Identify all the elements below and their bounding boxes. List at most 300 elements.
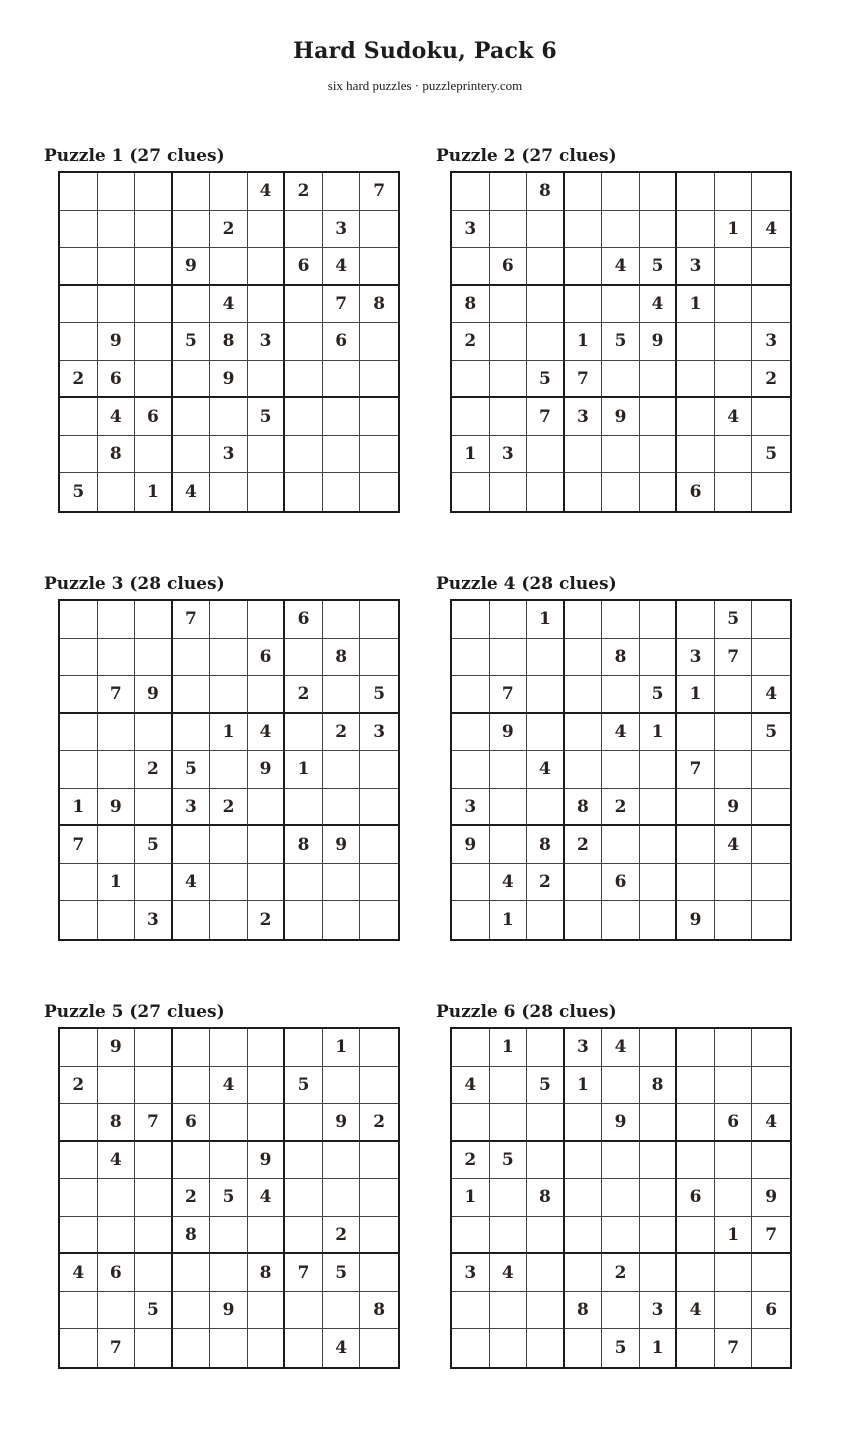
sudoku-empty-cell[interactable]	[173, 398, 211, 436]
sudoku-empty-cell[interactable]	[360, 211, 398, 249]
sudoku-empty-cell[interactable]	[98, 601, 136, 639]
sudoku-empty-cell[interactable]	[210, 1254, 248, 1292]
sudoku-empty-cell[interactable]	[527, 1029, 565, 1067]
sudoku-empty-cell[interactable]	[527, 901, 565, 939]
sudoku-empty-cell[interactable]	[715, 361, 753, 399]
sudoku-empty-cell[interactable]	[135, 864, 173, 902]
sudoku-empty-cell[interactable]	[565, 864, 603, 902]
sudoku-empty-cell[interactable]	[173, 826, 211, 864]
sudoku-empty-cell[interactable]	[135, 1029, 173, 1067]
sudoku-empty-cell[interactable]	[135, 286, 173, 324]
sudoku-empty-cell[interactable]	[752, 901, 790, 939]
sudoku-empty-cell[interactable]	[490, 601, 528, 639]
sudoku-empty-cell[interactable]	[640, 1179, 678, 1217]
sudoku-empty-cell[interactable]	[715, 473, 753, 511]
sudoku-empty-cell[interactable]	[640, 361, 678, 399]
sudoku-empty-cell[interactable]	[98, 173, 136, 211]
sudoku-empty-cell[interactable]	[677, 173, 715, 211]
sudoku-empty-cell[interactable]	[173, 286, 211, 324]
sudoku-empty-cell[interactable]	[210, 1217, 248, 1255]
sudoku-empty-cell[interactable]	[490, 361, 528, 399]
sudoku-empty-cell[interactable]	[98, 1067, 136, 1105]
sudoku-empty-cell[interactable]	[490, 1217, 528, 1255]
sudoku-empty-cell[interactable]	[490, 473, 528, 511]
sudoku-empty-cell[interactable]	[248, 286, 286, 324]
sudoku-empty-cell[interactable]	[210, 1029, 248, 1067]
sudoku-empty-cell[interactable]	[323, 901, 361, 939]
sudoku-empty-cell[interactable]	[602, 211, 640, 249]
sudoku-empty-cell[interactable]	[173, 676, 211, 714]
sudoku-empty-cell[interactable]	[248, 1329, 286, 1367]
sudoku-empty-cell[interactable]	[248, 601, 286, 639]
sudoku-empty-cell[interactable]	[490, 398, 528, 436]
sudoku-empty-cell[interactable]	[452, 714, 490, 752]
sudoku-empty-cell[interactable]	[173, 1329, 211, 1367]
sudoku-empty-cell[interactable]	[135, 1254, 173, 1292]
sudoku-empty-cell[interactable]	[135, 173, 173, 211]
sudoku-empty-cell[interactable]	[98, 211, 136, 249]
sudoku-empty-cell[interactable]	[715, 714, 753, 752]
sudoku-empty-cell[interactable]	[602, 173, 640, 211]
sudoku-empty-cell[interactable]	[285, 436, 323, 474]
sudoku-empty-cell[interactable]	[640, 1254, 678, 1292]
sudoku-empty-cell[interactable]	[323, 1179, 361, 1217]
sudoku-empty-cell[interactable]	[677, 601, 715, 639]
sudoku-empty-cell[interactable]	[715, 436, 753, 474]
sudoku-empty-cell[interactable]	[323, 473, 361, 511]
sudoku-empty-cell[interactable]	[640, 864, 678, 902]
sudoku-empty-cell[interactable]	[210, 398, 248, 436]
sudoku-empty-cell[interactable]	[527, 1217, 565, 1255]
sudoku-empty-cell[interactable]	[677, 323, 715, 361]
sudoku-empty-cell[interactable]	[135, 601, 173, 639]
sudoku-empty-cell[interactable]	[248, 1104, 286, 1142]
sudoku-empty-cell[interactable]	[640, 1029, 678, 1067]
sudoku-empty-cell[interactable]	[565, 1254, 603, 1292]
sudoku-empty-cell[interactable]	[323, 789, 361, 827]
sudoku-empty-cell[interactable]	[285, 323, 323, 361]
sudoku-empty-cell[interactable]	[452, 398, 490, 436]
sudoku-empty-cell[interactable]	[602, 1142, 640, 1180]
sudoku-empty-cell[interactable]	[602, 473, 640, 511]
sudoku-empty-cell[interactable]	[60, 751, 98, 789]
sudoku-empty-cell[interactable]	[135, 639, 173, 677]
sudoku-empty-cell[interactable]	[135, 789, 173, 827]
sudoku-empty-cell[interactable]	[60, 173, 98, 211]
sudoku-empty-cell[interactable]	[323, 173, 361, 211]
sudoku-empty-cell[interactable]	[135, 436, 173, 474]
sudoku-empty-cell[interactable]	[452, 676, 490, 714]
sudoku-empty-cell[interactable]	[360, 826, 398, 864]
sudoku-empty-cell[interactable]	[677, 789, 715, 827]
sudoku-empty-cell[interactable]	[285, 864, 323, 902]
sudoku-empty-cell[interactable]	[452, 473, 490, 511]
sudoku-empty-cell[interactable]	[173, 1067, 211, 1105]
sudoku-empty-cell[interactable]	[285, 1179, 323, 1217]
sudoku-empty-cell[interactable]	[173, 1254, 211, 1292]
sudoku-empty-cell[interactable]	[640, 751, 678, 789]
sudoku-empty-cell[interactable]	[248, 436, 286, 474]
sudoku-empty-cell[interactable]	[285, 1217, 323, 1255]
sudoku-empty-cell[interactable]	[323, 398, 361, 436]
sudoku-empty-cell[interactable]	[135, 1179, 173, 1217]
sudoku-empty-cell[interactable]	[285, 1104, 323, 1142]
sudoku-empty-cell[interactable]	[285, 789, 323, 827]
sudoku-empty-cell[interactable]	[60, 436, 98, 474]
sudoku-empty-cell[interactable]	[527, 248, 565, 286]
sudoku-empty-cell[interactable]	[248, 676, 286, 714]
sudoku-empty-cell[interactable]	[602, 1179, 640, 1217]
sudoku-empty-cell[interactable]	[565, 211, 603, 249]
sudoku-empty-cell[interactable]	[173, 211, 211, 249]
sudoku-empty-cell[interactable]	[248, 1292, 286, 1330]
sudoku-empty-cell[interactable]	[452, 639, 490, 677]
sudoku-empty-cell[interactable]	[752, 789, 790, 827]
sudoku-empty-cell[interactable]	[60, 1217, 98, 1255]
sudoku-empty-cell[interactable]	[98, 1179, 136, 1217]
sudoku-empty-cell[interactable]	[752, 1254, 790, 1292]
sudoku-empty-cell[interactable]	[715, 1254, 753, 1292]
sudoku-empty-cell[interactable]	[210, 864, 248, 902]
sudoku-empty-cell[interactable]	[285, 286, 323, 324]
sudoku-empty-cell[interactable]	[452, 601, 490, 639]
sudoku-empty-cell[interactable]	[565, 1179, 603, 1217]
sudoku-empty-cell[interactable]	[527, 789, 565, 827]
sudoku-empty-cell[interactable]	[490, 323, 528, 361]
sudoku-empty-cell[interactable]	[248, 1067, 286, 1105]
sudoku-empty-cell[interactable]	[98, 1217, 136, 1255]
sudoku-empty-cell[interactable]	[527, 1292, 565, 1330]
sudoku-empty-cell[interactable]	[752, 751, 790, 789]
sudoku-empty-cell[interactable]	[173, 1292, 211, 1330]
sudoku-empty-cell[interactable]	[715, 323, 753, 361]
sudoku-empty-cell[interactable]	[527, 211, 565, 249]
sudoku-empty-cell[interactable]	[490, 173, 528, 211]
sudoku-empty-cell[interactable]	[677, 398, 715, 436]
sudoku-empty-cell[interactable]	[715, 286, 753, 324]
sudoku-empty-cell[interactable]	[752, 1142, 790, 1180]
sudoku-empty-cell[interactable]	[248, 248, 286, 286]
sudoku-empty-cell[interactable]	[527, 473, 565, 511]
sudoku-empty-cell[interactable]	[285, 1029, 323, 1067]
sudoku-empty-cell[interactable]	[285, 398, 323, 436]
sudoku-empty-cell[interactable]	[360, 361, 398, 399]
sudoku-empty-cell[interactable]	[640, 473, 678, 511]
sudoku-empty-cell[interactable]	[602, 286, 640, 324]
sudoku-empty-cell[interactable]	[565, 1329, 603, 1367]
sudoku-empty-cell[interactable]	[360, 901, 398, 939]
sudoku-empty-cell[interactable]	[452, 361, 490, 399]
sudoku-empty-cell[interactable]	[602, 901, 640, 939]
sudoku-empty-cell[interactable]	[360, 1029, 398, 1067]
sudoku-empty-cell[interactable]	[527, 436, 565, 474]
sudoku-empty-cell[interactable]	[360, 751, 398, 789]
sudoku-empty-cell[interactable]	[490, 286, 528, 324]
sudoku-empty-cell[interactable]	[527, 323, 565, 361]
sudoku-empty-cell[interactable]	[360, 639, 398, 677]
sudoku-empty-cell[interactable]	[60, 211, 98, 249]
sudoku-empty-cell[interactable]	[565, 1104, 603, 1142]
sudoku-empty-cell[interactable]	[565, 173, 603, 211]
sudoku-empty-cell[interactable]	[677, 864, 715, 902]
sudoku-empty-cell[interactable]	[98, 473, 136, 511]
sudoku-empty-cell[interactable]	[527, 1104, 565, 1142]
sudoku-empty-cell[interactable]	[565, 473, 603, 511]
sudoku-empty-cell[interactable]	[210, 1104, 248, 1142]
sudoku-empty-cell[interactable]	[360, 864, 398, 902]
sudoku-empty-cell[interactable]	[565, 286, 603, 324]
sudoku-empty-cell[interactable]	[677, 714, 715, 752]
sudoku-empty-cell[interactable]	[60, 901, 98, 939]
sudoku-empty-cell[interactable]	[248, 826, 286, 864]
sudoku-empty-cell[interactable]	[752, 173, 790, 211]
sudoku-empty-cell[interactable]	[452, 751, 490, 789]
sudoku-empty-cell[interactable]	[360, 436, 398, 474]
sudoku-empty-cell[interactable]	[602, 826, 640, 864]
sudoku-empty-cell[interactable]	[60, 286, 98, 324]
sudoku-empty-cell[interactable]	[360, 1254, 398, 1292]
sudoku-empty-cell[interactable]	[752, 1329, 790, 1367]
sudoku-empty-cell[interactable]	[135, 1329, 173, 1367]
sudoku-empty-cell[interactable]	[565, 714, 603, 752]
sudoku-empty-cell[interactable]	[527, 1142, 565, 1180]
sudoku-empty-cell[interactable]	[490, 1067, 528, 1105]
sudoku-empty-cell[interactable]	[360, 473, 398, 511]
sudoku-empty-cell[interactable]	[752, 398, 790, 436]
sudoku-empty-cell[interactable]	[210, 826, 248, 864]
sudoku-empty-cell[interactable]	[715, 1029, 753, 1067]
sudoku-empty-cell[interactable]	[677, 1142, 715, 1180]
sudoku-empty-cell[interactable]	[60, 1142, 98, 1180]
sudoku-empty-cell[interactable]	[452, 1217, 490, 1255]
sudoku-empty-cell[interactable]	[640, 901, 678, 939]
sudoku-empty-cell[interactable]	[752, 639, 790, 677]
sudoku-empty-cell[interactable]	[210, 601, 248, 639]
sudoku-empty-cell[interactable]	[677, 211, 715, 249]
sudoku-empty-cell[interactable]	[527, 1254, 565, 1292]
sudoku-empty-cell[interactable]	[360, 1067, 398, 1105]
sudoku-empty-cell[interactable]	[452, 901, 490, 939]
sudoku-empty-cell[interactable]	[752, 1067, 790, 1105]
sudoku-empty-cell[interactable]	[640, 173, 678, 211]
sudoku-empty-cell[interactable]	[715, 173, 753, 211]
sudoku-empty-cell[interactable]	[210, 901, 248, 939]
sudoku-empty-cell[interactable]	[752, 473, 790, 511]
sudoku-empty-cell[interactable]	[285, 1292, 323, 1330]
sudoku-empty-cell[interactable]	[565, 1142, 603, 1180]
sudoku-empty-cell[interactable]	[490, 1104, 528, 1142]
sudoku-empty-cell[interactable]	[323, 864, 361, 902]
sudoku-empty-cell[interactable]	[360, 789, 398, 827]
sudoku-empty-cell[interactable]	[715, 676, 753, 714]
sudoku-empty-cell[interactable]	[285, 901, 323, 939]
sudoku-empty-cell[interactable]	[248, 361, 286, 399]
sudoku-empty-cell[interactable]	[173, 1142, 211, 1180]
sudoku-empty-cell[interactable]	[210, 1329, 248, 1367]
sudoku-empty-cell[interactable]	[285, 639, 323, 677]
sudoku-empty-cell[interactable]	[565, 601, 603, 639]
sudoku-empty-cell[interactable]	[602, 1217, 640, 1255]
sudoku-empty-cell[interactable]	[210, 751, 248, 789]
sudoku-empty-cell[interactable]	[452, 173, 490, 211]
sudoku-empty-cell[interactable]	[360, 1179, 398, 1217]
sudoku-empty-cell[interactable]	[60, 323, 98, 361]
sudoku-empty-cell[interactable]	[323, 361, 361, 399]
sudoku-empty-cell[interactable]	[360, 1142, 398, 1180]
sudoku-empty-cell[interactable]	[640, 601, 678, 639]
sudoku-empty-cell[interactable]	[285, 1142, 323, 1180]
sudoku-empty-cell[interactable]	[565, 676, 603, 714]
sudoku-empty-cell[interactable]	[360, 601, 398, 639]
sudoku-empty-cell[interactable]	[452, 248, 490, 286]
sudoku-empty-cell[interactable]	[323, 436, 361, 474]
sudoku-empty-cell[interactable]	[565, 901, 603, 939]
sudoku-empty-cell[interactable]	[527, 676, 565, 714]
sudoku-empty-cell[interactable]	[173, 173, 211, 211]
sudoku-empty-cell[interactable]	[715, 864, 753, 902]
sudoku-empty-cell[interactable]	[452, 1029, 490, 1067]
sudoku-empty-cell[interactable]	[490, 639, 528, 677]
sudoku-empty-cell[interactable]	[248, 211, 286, 249]
sudoku-empty-cell[interactable]	[60, 639, 98, 677]
sudoku-empty-cell[interactable]	[677, 1104, 715, 1142]
sudoku-empty-cell[interactable]	[565, 1217, 603, 1255]
sudoku-empty-cell[interactable]	[98, 826, 136, 864]
sudoku-empty-cell[interactable]	[98, 248, 136, 286]
sudoku-empty-cell[interactable]	[602, 676, 640, 714]
sudoku-empty-cell[interactable]	[565, 436, 603, 474]
sudoku-empty-cell[interactable]	[323, 751, 361, 789]
sudoku-empty-cell[interactable]	[490, 1292, 528, 1330]
sudoku-empty-cell[interactable]	[173, 639, 211, 677]
sudoku-empty-cell[interactable]	[60, 864, 98, 902]
sudoku-empty-cell[interactable]	[60, 1179, 98, 1217]
sudoku-empty-cell[interactable]	[640, 1104, 678, 1142]
sudoku-empty-cell[interactable]	[452, 1292, 490, 1330]
sudoku-empty-cell[interactable]	[285, 473, 323, 511]
sudoku-empty-cell[interactable]	[602, 436, 640, 474]
sudoku-empty-cell[interactable]	[360, 1329, 398, 1367]
sudoku-empty-cell[interactable]	[677, 1217, 715, 1255]
sudoku-empty-cell[interactable]	[360, 1217, 398, 1255]
sudoku-empty-cell[interactable]	[715, 751, 753, 789]
sudoku-empty-cell[interactable]	[360, 248, 398, 286]
sudoku-empty-cell[interactable]	[490, 211, 528, 249]
sudoku-empty-cell[interactable]	[640, 789, 678, 827]
sudoku-empty-cell[interactable]	[285, 211, 323, 249]
sudoku-empty-cell[interactable]	[60, 1292, 98, 1330]
sudoku-empty-cell[interactable]	[715, 1067, 753, 1105]
sudoku-empty-cell[interactable]	[527, 714, 565, 752]
sudoku-empty-cell[interactable]	[677, 436, 715, 474]
sudoku-empty-cell[interactable]	[60, 1029, 98, 1067]
sudoku-empty-cell[interactable]	[490, 789, 528, 827]
sudoku-empty-cell[interactable]	[640, 826, 678, 864]
sudoku-empty-cell[interactable]	[323, 1142, 361, 1180]
sudoku-empty-cell[interactable]	[173, 436, 211, 474]
sudoku-empty-cell[interactable]	[640, 639, 678, 677]
sudoku-empty-cell[interactable]	[173, 714, 211, 752]
sudoku-empty-cell[interactable]	[602, 1292, 640, 1330]
sudoku-empty-cell[interactable]	[60, 398, 98, 436]
sudoku-empty-cell[interactable]	[752, 286, 790, 324]
sudoku-empty-cell[interactable]	[715, 1292, 753, 1330]
sudoku-empty-cell[interactable]	[715, 1179, 753, 1217]
sudoku-empty-cell[interactable]	[565, 639, 603, 677]
sudoku-empty-cell[interactable]	[527, 286, 565, 324]
sudoku-empty-cell[interactable]	[60, 1104, 98, 1142]
sudoku-empty-cell[interactable]	[490, 1329, 528, 1367]
sudoku-empty-cell[interactable]	[135, 1217, 173, 1255]
sudoku-empty-cell[interactable]	[677, 1254, 715, 1292]
sudoku-empty-cell[interactable]	[640, 398, 678, 436]
sudoku-empty-cell[interactable]	[602, 601, 640, 639]
sudoku-empty-cell[interactable]	[360, 323, 398, 361]
sudoku-empty-cell[interactable]	[602, 751, 640, 789]
sudoku-empty-cell[interactable]	[248, 1029, 286, 1067]
sudoku-empty-cell[interactable]	[173, 361, 211, 399]
sudoku-empty-cell[interactable]	[98, 639, 136, 677]
sudoku-empty-cell[interactable]	[677, 1067, 715, 1105]
sudoku-empty-cell[interactable]	[210, 1142, 248, 1180]
sudoku-empty-cell[interactable]	[752, 601, 790, 639]
sudoku-empty-cell[interactable]	[135, 361, 173, 399]
sudoku-empty-cell[interactable]	[752, 1029, 790, 1067]
sudoku-empty-cell[interactable]	[715, 901, 753, 939]
sudoku-empty-cell[interactable]	[323, 676, 361, 714]
sudoku-empty-cell[interactable]	[135, 323, 173, 361]
sudoku-empty-cell[interactable]	[98, 286, 136, 324]
sudoku-empty-cell[interactable]	[210, 248, 248, 286]
sudoku-empty-cell[interactable]	[360, 398, 398, 436]
sudoku-empty-cell[interactable]	[60, 248, 98, 286]
sudoku-empty-cell[interactable]	[323, 1292, 361, 1330]
sudoku-empty-cell[interactable]	[210, 639, 248, 677]
sudoku-empty-cell[interactable]	[452, 1104, 490, 1142]
sudoku-empty-cell[interactable]	[677, 361, 715, 399]
sudoku-empty-cell[interactable]	[490, 1179, 528, 1217]
sudoku-empty-cell[interactable]	[752, 826, 790, 864]
sudoku-empty-cell[interactable]	[98, 1292, 136, 1330]
sudoku-empty-cell[interactable]	[135, 714, 173, 752]
sudoku-empty-cell[interactable]	[490, 826, 528, 864]
sudoku-empty-cell[interactable]	[715, 1142, 753, 1180]
sudoku-empty-cell[interactable]	[60, 1329, 98, 1367]
sudoku-empty-cell[interactable]	[173, 1029, 211, 1067]
sudoku-empty-cell[interactable]	[60, 676, 98, 714]
sudoku-empty-cell[interactable]	[248, 789, 286, 827]
sudoku-empty-cell[interactable]	[602, 361, 640, 399]
sudoku-empty-cell[interactable]	[60, 714, 98, 752]
sudoku-empty-cell[interactable]	[210, 676, 248, 714]
sudoku-empty-cell[interactable]	[527, 639, 565, 677]
sudoku-empty-cell[interactable]	[135, 1067, 173, 1105]
sudoku-empty-cell[interactable]	[752, 864, 790, 902]
sudoku-empty-cell[interactable]	[640, 1217, 678, 1255]
sudoku-empty-cell[interactable]	[323, 601, 361, 639]
sudoku-empty-cell[interactable]	[173, 901, 211, 939]
sudoku-empty-cell[interactable]	[98, 714, 136, 752]
sudoku-empty-cell[interactable]	[527, 1329, 565, 1367]
sudoku-empty-cell[interactable]	[752, 248, 790, 286]
sudoku-empty-cell[interactable]	[135, 211, 173, 249]
sudoku-empty-cell[interactable]	[640, 211, 678, 249]
sudoku-empty-cell[interactable]	[323, 1067, 361, 1105]
sudoku-empty-cell[interactable]	[452, 1329, 490, 1367]
sudoku-empty-cell[interactable]	[135, 248, 173, 286]
sudoku-empty-cell[interactable]	[490, 751, 528, 789]
sudoku-empty-cell[interactable]	[210, 173, 248, 211]
